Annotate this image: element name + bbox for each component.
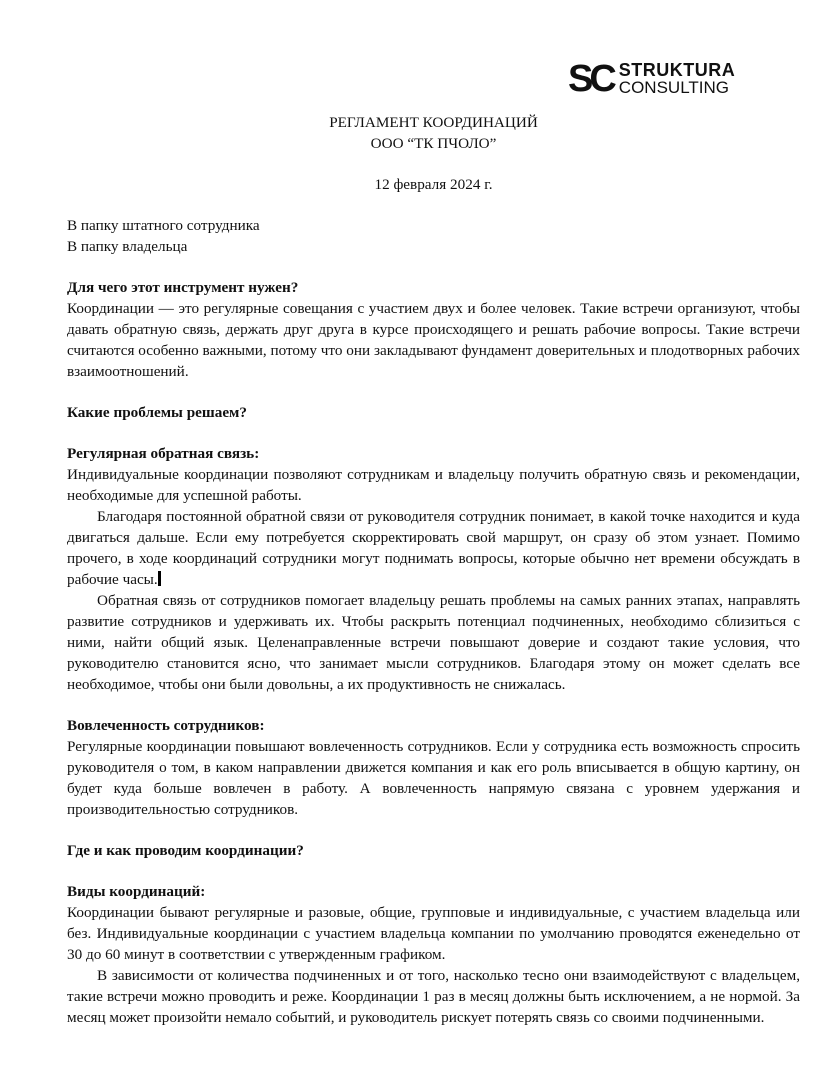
logo-text — [619, 62, 736, 96]
document-date: 12 февраля 2024 г. — [374, 176, 493, 193]
text-cursor — [158, 571, 161, 586]
paragraph[interactable] — [67, 506, 800, 590]
paragraph: Координации бывают регулярные и разовые, общие, групповые и индивидуальные, с участием владельца или без. Индивидуальные координации с участием владельца компании по умолчанию проводятся еженедельно от 30 до 60 минут в соответствии с утвержденным графиком. — [67, 904, 800, 963]
subsection-heading: Регулярная обратная связь: — [67, 445, 260, 462]
title-line: РЕГЛАМЕНТ КООРДИНАЦИЙ — [329, 114, 538, 131]
subsection-heading: Вовлеченность сотрудников: — [67, 717, 265, 734]
subsection-heading: Виды координаций: — [67, 883, 206, 900]
paragraph: В зависимости от количества подчиненных и от того, насколько тесно они взаимодействуют с владельцем, такие встречи можно проводить и реже. Координации 1 раз в месяц должны быть исключением, а не нормой. За месяц может произойти немало событий, и руководитель рискует потерять связь со своими подчиненными. — [67, 967, 800, 1026]
company-logo — [568, 60, 735, 98]
logo-mark: SC — [568, 58, 613, 100]
addressees — [67, 215, 800, 257]
paragraph: Индивидуальные координации позволяют сотрудникам и владельцу получить обратную связь и рекомендации, необходимые для успешной работы. — [67, 466, 800, 504]
addressee: В папку владельца — [67, 238, 188, 255]
addressee: В папку штатного сотрудника — [67, 217, 260, 234]
paragraph: Регулярные координации повышают вовлеченность сотрудников. Если у сотрудника есть возможность спросить руководителя о том, в каком направлении движется компания и как его роль вписывается в общую картину, он будет куда больше вовлечен в работу. А вовлеченность напрямую связана с уровнем удержания и производительностью сотрудников. — [67, 738, 800, 818]
paragraph: Координации — это регулярные совещания с участием двух и более человек. Такие встречи организуют, чтобы давать обратную связь, держать друг друга в курсе происходящего и решать рабочие вопросы. Такие встречи считаются особенно важными, потому что они закладывают фундамент доверительных и плодотворных рабочих взаимоотношений. — [67, 300, 800, 380]
document-page — [67, 112, 800, 1028]
title-line: ООО “ТК ПЧОЛО” — [370, 135, 497, 152]
section-heading: Где и как проводим координации? — [67, 842, 304, 859]
paragraph-text: Благодаря постоянной обратной связи от руководителя сотрудник понимает, в какой точке находится и куда двигаться дальше. Если ему потребуется скорректировать свой маршрут, он сразу об этом узнает. Помимо прочего, в ходе координаций сотрудники могут поднимать вопросы, которые обычно нет времени обсуждать в рабочие часы. — [67, 508, 800, 588]
logo-line2: CONSULTING — [618, 78, 729, 97]
document-title — [67, 112, 800, 154]
logo-line1: STRUKTURA — [618, 60, 736, 80]
section-heading: Для чего этот инструмент нужен? — [67, 279, 299, 296]
section-heading: Какие проблемы решаем? — [67, 404, 247, 421]
paragraph: Обратная связь от сотрудников помогает владельцу решать проблемы на самых ранних этапах, направлять развитие сотрудников и удерживать их. Чтобы раскрыть потенциал подчиненных, необходимо сблизиться с ними, найти общий язык. Целенаправленные встречи повышают доверие и создают такие условия, что руководителю становится ясно, что занимает мысли сотрудников. Благодаря этому он может сделать все необходимое, чтобы они были довольны, а их продуктивность не снижалась. — [67, 592, 800, 693]
